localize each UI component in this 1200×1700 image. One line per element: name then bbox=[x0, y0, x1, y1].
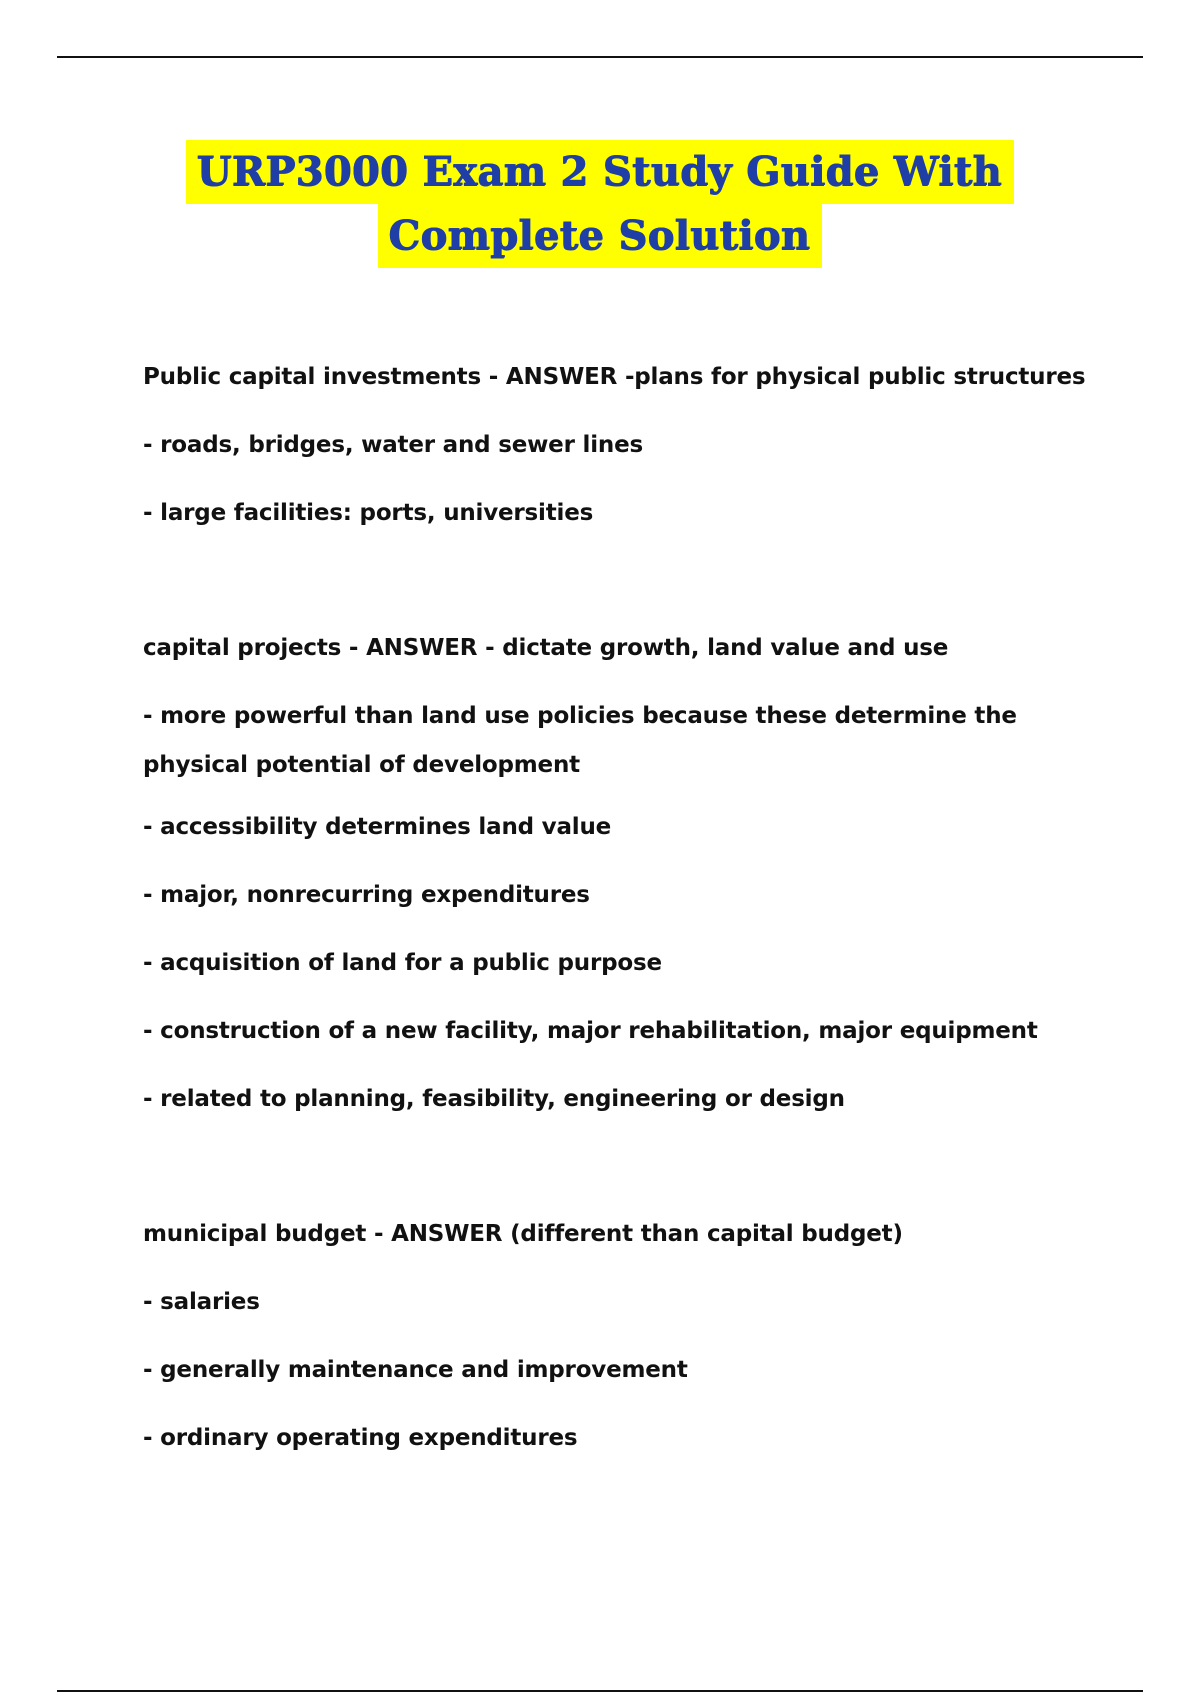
title-line-1: URP3000 Exam 2 Study Guide With bbox=[186, 140, 1013, 204]
qa-heading: capital projects - ANSWER - dictate growth, land value and use bbox=[143, 635, 949, 661]
answer-point: - acquisition of land for a public purpose bbox=[143, 950, 662, 976]
qa-section-public-capital-investments bbox=[143, 360, 1103, 530]
qa-heading: Public capital investments - ANSWER -plans for physical public structures bbox=[143, 364, 1086, 390]
document-title bbox=[0, 140, 1200, 268]
answer-point: - generally maintenance and improvement bbox=[143, 1357, 688, 1383]
qa-section-municipal-budget bbox=[143, 1217, 1103, 1455]
answer-point: - more powerful than land use policies because these determine the physical potential of development bbox=[143, 703, 1017, 778]
study-guide-content bbox=[143, 360, 1103, 1489]
qa-heading: municipal budget - ANSWER (different than capital budget) bbox=[143, 1221, 903, 1247]
answer-point: - salaries bbox=[143, 1289, 260, 1315]
answer-point: - major, nonrecurring expenditures bbox=[143, 882, 590, 908]
answer-point: - roads, bridges, water and sewer lines bbox=[143, 432, 643, 458]
section-spacer bbox=[143, 1150, 1103, 1217]
bottom-divider bbox=[57, 1690, 1143, 1692]
qa-section-capital-projects bbox=[143, 631, 1103, 1116]
answer-point: - related to planning, feasibility, engineering or design bbox=[143, 1086, 845, 1112]
top-divider bbox=[57, 56, 1143, 58]
answer-point: - accessibility determines land value bbox=[143, 814, 612, 840]
section-spacer bbox=[143, 564, 1103, 631]
answer-point: - construction of a new facility, major rehabilitation, major equipment bbox=[143, 1018, 1038, 1044]
answer-point: - ordinary operating expenditures bbox=[143, 1425, 578, 1451]
answer-point: - large facilities: ports, universities bbox=[143, 500, 594, 526]
title-line-2: Complete Solution bbox=[378, 204, 822, 268]
